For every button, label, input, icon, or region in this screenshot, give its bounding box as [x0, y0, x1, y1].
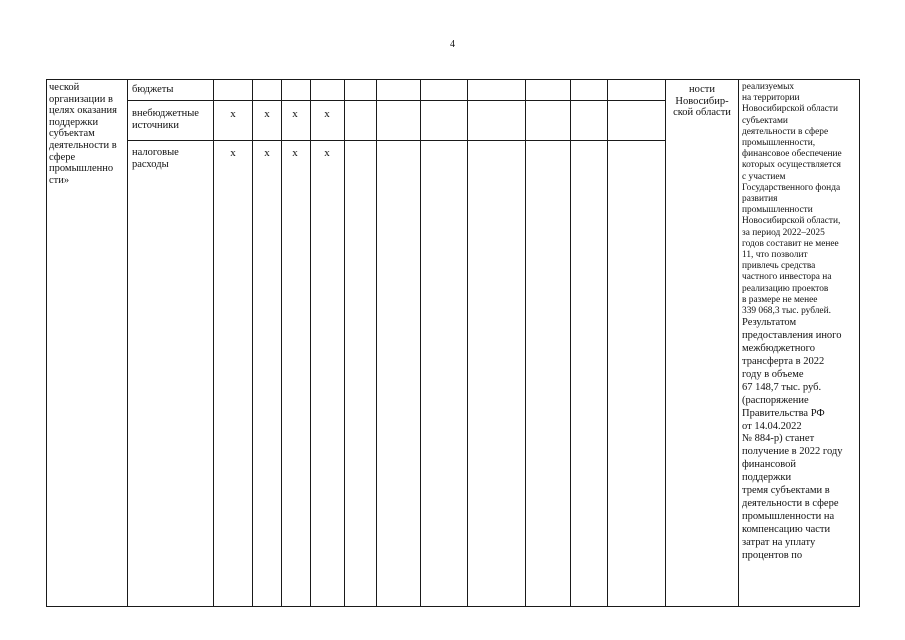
- grid-line: [46, 79, 47, 607]
- text-line: финансовое обеспечение: [742, 149, 842, 160]
- text-line: Правительства РФ: [742, 407, 825, 419]
- text-line: частного инвестора на: [742, 272, 832, 283]
- grid-line: [46, 606, 860, 607]
- text-line: 11, что позволит: [742, 250, 808, 261]
- text-line: сфере: [49, 151, 76, 163]
- text-line: получение в 2022 году: [742, 446, 843, 458]
- x-mark: х: [264, 147, 270, 159]
- page-number: 4: [450, 39, 455, 50]
- program-table: [46, 79, 860, 607]
- text-line: ческой: [49, 82, 80, 93]
- text-line: компенсацию части: [742, 523, 831, 535]
- text-line: поддержки: [49, 116, 99, 128]
- x-mark: х: [324, 147, 330, 159]
- grid-line: [213, 79, 214, 607]
- text-line: ности: [689, 84, 715, 95]
- text-line: внебюджетные: [132, 108, 199, 119]
- grid-line: [127, 100, 665, 101]
- text-line: в размере не менее: [742, 294, 818, 305]
- text-line: предоставления иного: [742, 330, 842, 342]
- text-line: привлечь средства: [742, 261, 816, 272]
- text-line: деятельности в сфере: [742, 126, 829, 137]
- text-line: реализуемых: [742, 82, 795, 92]
- text-line: промышленно: [49, 163, 114, 175]
- text-line: промышленности: [742, 205, 813, 216]
- text-line: сти»: [49, 174, 70, 186]
- measure-name-cell: [49, 82, 117, 186]
- executor-cell: [666, 84, 738, 119]
- text-line: субъектам: [49, 128, 95, 140]
- text-line: субъектами: [742, 115, 788, 126]
- text-line: деятельности в: [49, 139, 117, 151]
- text-line: Новосибирской области,: [742, 216, 841, 227]
- text-line: промышленности,: [742, 138, 816, 149]
- text-line: от 14.04.2022: [742, 420, 802, 432]
- text-line: которых осуществляется: [742, 160, 841, 171]
- x-mark: х: [324, 108, 330, 120]
- text-line: на территории: [742, 93, 800, 104]
- text-line: поддержки: [742, 472, 792, 484]
- grid-line: [127, 140, 665, 141]
- text-line: затрат на уплату: [742, 536, 816, 548]
- grid-line: [738, 79, 739, 607]
- source-label-extrabudgetary: [132, 108, 199, 131]
- x-mark: х: [230, 108, 236, 120]
- grid-line: [420, 79, 421, 607]
- grid-line: [127, 79, 128, 607]
- text-line: Государственного фонда: [742, 182, 841, 193]
- text-line: реализацию проектов: [742, 283, 829, 294]
- grid-line: [344, 79, 345, 607]
- text-line: годов составит не менее: [742, 238, 839, 249]
- x-mark: х: [292, 147, 298, 159]
- text-line: за период 2022–2025: [742, 227, 825, 238]
- grid-line: [281, 79, 282, 607]
- text-line: целях оказания: [49, 105, 117, 117]
- text-line: организации в: [49, 93, 113, 105]
- text-line: межбюджетного: [742, 343, 815, 355]
- text-line: трансферта в 2022: [742, 355, 825, 367]
- grid-line: [376, 79, 377, 607]
- grid-line: [525, 79, 526, 607]
- text-line: Новосибирской области: [742, 104, 839, 115]
- expected-result-cell: [742, 82, 842, 562]
- text-line: 67 148,7 тыс. руб.: [742, 381, 822, 393]
- x-mark: х: [230, 147, 236, 159]
- grid-line: [46, 79, 860, 80]
- grid-line: [859, 79, 860, 607]
- text-line: Новосибир-: [675, 95, 729, 107]
- grid-line: [467, 79, 468, 607]
- text-line: источники: [132, 119, 179, 131]
- grid-line: [607, 79, 608, 607]
- text-line: промышленности на: [742, 510, 835, 522]
- text-line: развития: [742, 194, 778, 205]
- grid-line: [570, 79, 571, 607]
- x-mark: х: [292, 108, 298, 120]
- text-line: бюджеты: [132, 84, 174, 95]
- text-line: № 884-р) станет: [742, 433, 815, 445]
- x-mark: х: [264, 108, 270, 120]
- grid-line: [252, 79, 253, 607]
- text-line: с участием: [742, 171, 786, 182]
- text-line: (распоряжение: [742, 394, 809, 406]
- text-line: ской области: [673, 107, 731, 119]
- text-line: расходы: [132, 158, 169, 170]
- text-line: деятельности в сфере: [742, 497, 839, 509]
- text-line: финансовой: [742, 459, 796, 471]
- text-line: процентов по: [742, 549, 803, 561]
- text-line: году в объеме: [742, 368, 804, 380]
- grid-line: [665, 79, 666, 607]
- source-label-budgets: [132, 84, 173, 96]
- text-line: 339 068,3 тыс. рублей.: [742, 306, 831, 317]
- grid-line: [310, 79, 311, 607]
- text-line: тремя субъектами в: [742, 485, 830, 497]
- text-line: налоговые: [132, 147, 179, 158]
- source-label-tax: [132, 147, 179, 170]
- text-line: Результатом: [742, 317, 797, 329]
